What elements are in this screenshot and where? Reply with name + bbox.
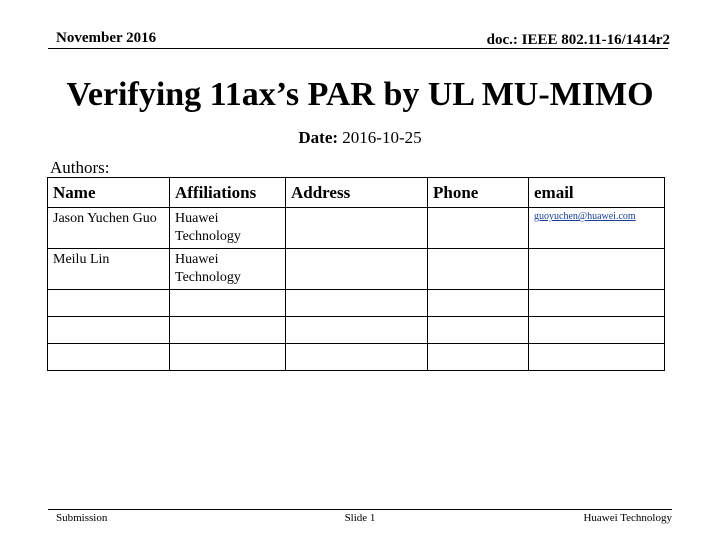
table-row (48, 208, 665, 249)
cell-phone (428, 317, 529, 344)
cell-address (286, 344, 428, 371)
table-row (48, 317, 665, 344)
authors-table (47, 177, 665, 371)
cell-name: Meilu Lin (48, 249, 170, 290)
cell-phone (428, 249, 529, 290)
footer-organization: Huawei Technology (583, 512, 672, 524)
header-phone: Phone (428, 178, 529, 208)
cell-address (286, 290, 428, 317)
header-affiliations: Affiliations (170, 178, 286, 208)
cell-affiliation (170, 344, 286, 371)
footer-submission: Submission (56, 512, 108, 524)
header-email: email (529, 178, 665, 208)
email-link[interactable]: guoyuchen@huawei.com (529, 208, 665, 249)
header-divider (48, 48, 668, 49)
footer-slide-number: Slide 1 (344, 512, 376, 524)
cell-name (48, 344, 170, 371)
cell-email (529, 317, 665, 344)
cell-name (48, 317, 170, 344)
slide-title: Verifying 11ax’s PAR by UL MU-MIMO (66, 76, 654, 113)
table-header-row (48, 178, 665, 208)
header-date: November 2016 (56, 30, 157, 46)
header-doc-id: doc.: IEEE 802.11-16/1414r2 (486, 32, 670, 48)
cell-name: Jason Yuchen Guo (48, 208, 170, 249)
table-row (48, 249, 665, 290)
table-row (48, 344, 665, 371)
header-name: Name (48, 178, 170, 208)
cell-address (286, 317, 428, 344)
cell-affiliation (170, 317, 286, 344)
cell-email (529, 249, 665, 290)
header-address: Address (286, 178, 428, 208)
cell-email (529, 344, 665, 371)
authors-label: Authors: (50, 158, 110, 177)
table-row (48, 290, 665, 317)
cell-affiliation: Huawei Technology (170, 249, 286, 290)
cell-address (286, 249, 428, 290)
cell-phone (428, 290, 529, 317)
cell-name (48, 290, 170, 317)
footer-divider (48, 509, 672, 510)
cell-phone (428, 208, 529, 249)
cell-affiliation (170, 290, 286, 317)
cell-phone (428, 344, 529, 371)
cell-affiliation: Huawei Technology (170, 208, 286, 249)
date-value: 2016-10-25 (342, 128, 422, 147)
date-line (0, 128, 720, 148)
date-label: Date: (298, 128, 339, 147)
cell-address (286, 208, 428, 249)
cell-email (529, 290, 665, 317)
